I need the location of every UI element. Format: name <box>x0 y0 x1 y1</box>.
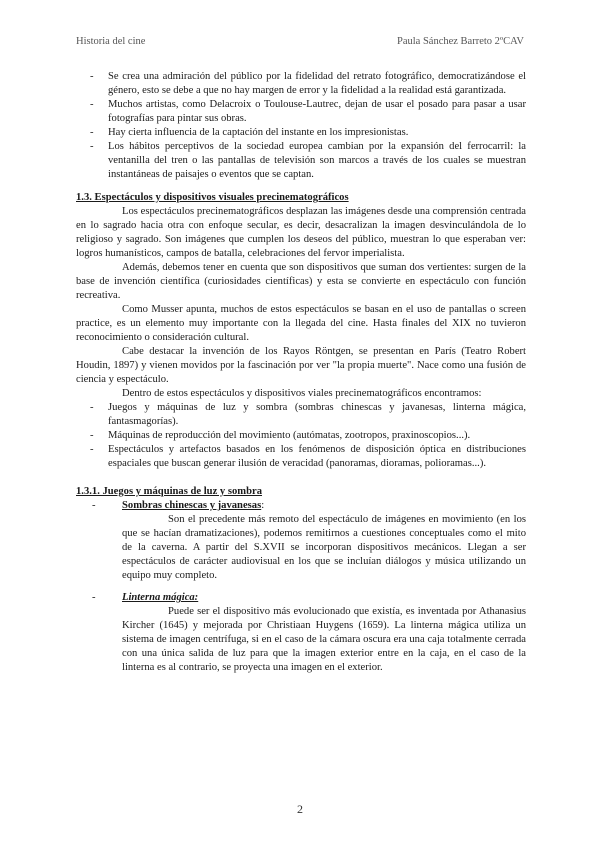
list-item <box>76 98 526 126</box>
list-item-text: Los hábitos perceptivos de la sociedad europea cambian por la expansión del ferrocarril: la ventanilla del tren o las pantallas de televisión son marcos a través de los cuales se muestran instantáneas de paisajes o eventos que se captan. <box>108 141 526 180</box>
bullet-dash: - <box>90 444 94 455</box>
list-item-text: Se crea una admiración del público por la fidelidad del retrato fotográfico, democratizándose el género, esto se debe a que no hay margen de error y la fidelidad a la realidad está garantizada. <box>108 71 526 96</box>
list-item <box>76 140 526 182</box>
paragraph: Puede ser el dispositivo más evolucionado que existía, es inventada por Athanasius Kircher (1645) y mejorada por Christiaan Huygens (1659). La linterna mágica utiliza un sistema de imagen centrífuga, si en el caso de la cámara oscura era una caja totalmente cerrada con una única salida de luz para que la imagen exterior entre en la caja, en el caso de la linterna es al contrario, se proyecta una imagen en el exterior. <box>122 606 526 673</box>
sombras-label: Sombras chinescas y javanesas <box>122 500 262 511</box>
section-heading-1-3: 1.3. Espectáculos y dispositivos visuales precinematográficos <box>76 192 349 203</box>
subsection-label-linterna <box>76 591 526 605</box>
sombras-colon: : <box>261 500 265 511</box>
list-item-text: Muchos artistas, como Delacroix o Toulouse-Lautrec, dejan de usar el posado para pasar a usar fotografías para pintar sus obras. <box>108 99 526 124</box>
bullet-dash: - <box>90 430 94 441</box>
bullet-dash: - <box>90 71 94 82</box>
paragraph: Además, debemos tener en cuenta que son dispositivos que suman dos vertientes: surgen de la base de invención científica (curiosidades científicas) y esta se convierte en espectáculo con función recreativa. <box>76 262 526 301</box>
paragraph: Dentro de estos espectáculos y dispositivos viales precinematográficos encontramos: <box>122 388 482 399</box>
list-item-text: Hay cierta influencia de la captación del instante en los impresionistas. <box>108 127 409 138</box>
list-item <box>76 70 526 98</box>
bullet-dash: - <box>90 402 94 413</box>
paragraph: Cabe destacar la invención de los Rayos Röntgen, se presentan en París (Teatro Robert Houdin, 1897) y vienen movidos por la fascinación por ver "la propia muerte". Nace como una fusión de ciencia y espectáculo. <box>76 346 526 385</box>
paragraph: Como Musser apunta, muchos de estos espectáculos se basan en el uso de pantallas o screen practice, es un elemento muy importante con la llegada del cine. Hasta finales del XIX no tuvieron reconocimiento o consideración cultural. <box>76 304 526 343</box>
list-item <box>76 429 526 443</box>
subsection-label-sombras <box>76 499 526 513</box>
header-course-title: Historia del cine <box>76 36 146 47</box>
bullet-dash: - <box>90 99 94 110</box>
page-header <box>76 36 524 50</box>
bullet-dash: - <box>90 127 94 138</box>
list-item-text: Máquinas de reproducción del movimiento (autómatas, zootropos, praxinoscopios...). <box>108 430 471 441</box>
list-item <box>76 401 526 429</box>
list-item-text: Espectáculos y artefactos basados en los fenómenos de disposición óptica en distribuciones espaciales que buscan generar ilusión de veracidad (panoramas, dioramas, polioramas...). <box>108 444 526 469</box>
bullet-dash: - <box>92 592 96 603</box>
paragraph: Son el precedente más remoto del espectáculo de imágenes en movimiento (en los que se hacían dramatizaciones), podemos remitirnos a cuestiones conceptuales como el mito de la caverna. A partir del S.XVII se incorporan dispositivos mecánicos. Llegan a ser espectáculos de carácter audiovisual en los que se incluían diálogos y música utilizando un equipo muy completo. <box>122 514 526 581</box>
list-item-text: Juegos y máquinas de luz y sombra (sombras chinescas y javanesas, linterna mágica, fantasmagorías). <box>108 402 526 427</box>
list-item <box>76 443 526 471</box>
page-number: 2 <box>297 802 303 816</box>
list-item <box>76 126 526 140</box>
header-author: Paula Sánchez Barreto 2ºCAV <box>397 36 524 47</box>
bullet-dash: - <box>92 500 96 511</box>
paragraph: Los espectáculos precinematográficos desplazan las imágenes desde una comprensión centrada en lo sagrado hacia otra con enfoque secular, es decir, desacralizan la imagen desvinculándola de lo religioso y sagrado. Son imágenes que cumplen los deseos del público, muestran lo que esperaban ver: logros humanísticos, campos de batalla, celebraciones del fervor imperialista. <box>76 206 526 259</box>
linterna-label: Linterna mágica: <box>122 592 199 603</box>
bullet-dash: - <box>90 141 94 152</box>
section-heading-1-3-1: 1.3.1. Juegos y máquinas de luz y sombra <box>76 486 263 497</box>
document-body <box>76 70 526 675</box>
